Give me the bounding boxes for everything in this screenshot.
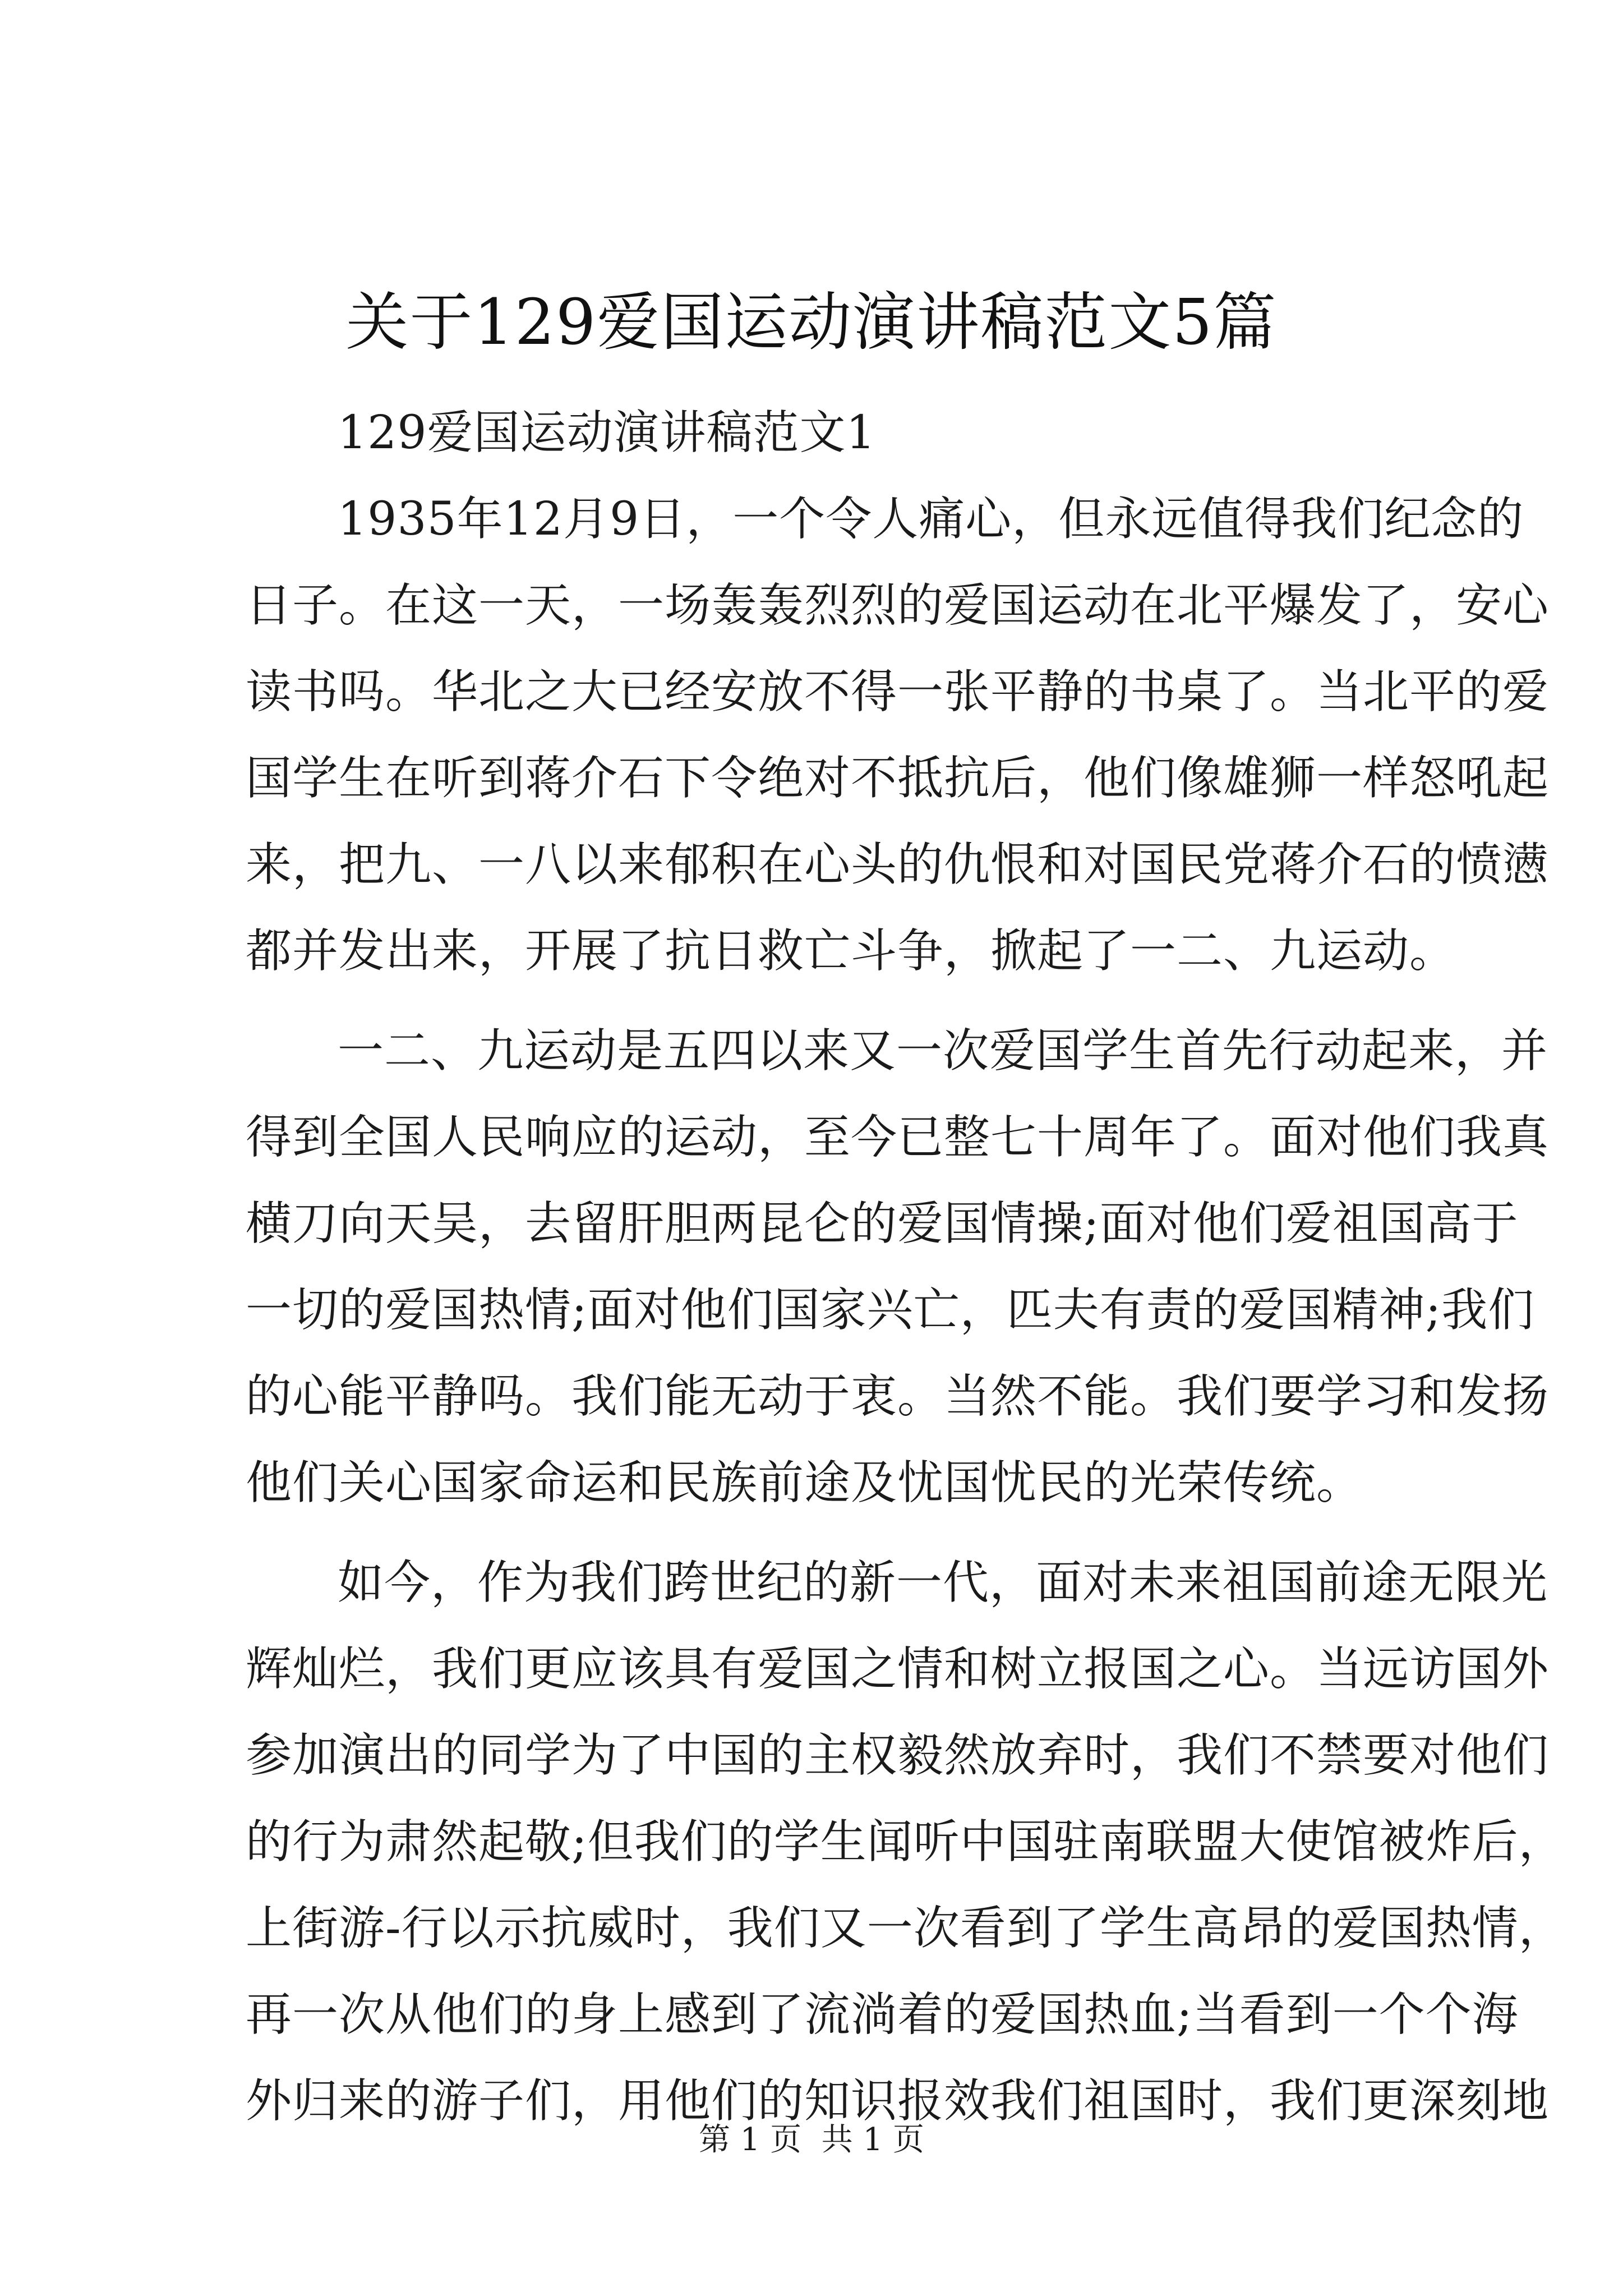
paragraph-2-line-2: 得到全国人民响应的运动，至今已整七十周年了。面对他们我真 xyxy=(246,1111,1550,1164)
paragraph-1-line-1: 1935年12月9日，一个令人痛心，但永远值得我们纪念的 xyxy=(338,493,1524,546)
paragraph-3-line-7: 外归来的游子们，用他们的知识报效我们祖国时，我们更深刻地 xyxy=(246,2074,1550,2128)
paragraph-1-line-5: 来，把九、一八以来郁积在心头的仇恨和对国民党蒋介石的愤懑 xyxy=(246,838,1550,891)
paragraph-3-line-6: 再一次从他们的身上感到了流淌着的爱国热血;当看到一个个海 xyxy=(246,1988,1519,2041)
paragraph-1-line-6: 都并发出来，开展了抗日救亡斗争，掀起了一二、九运动。 xyxy=(246,924,1456,978)
paragraph-3-line-4: 的行为肃然起敬;但我们的学生闻听中国驻南联盟大使馆被炸后， xyxy=(246,1815,1565,1869)
paragraph-2-line-6: 他们关心国家命运和民族前途及忧国忧民的光荣传统。 xyxy=(246,1456,1363,1510)
paragraph-2-line-4: 一切的爱国热情;面对他们国家兴亡，匹夫有责的爱国精神;我们 xyxy=(246,1283,1535,1337)
paragraph-2-line-3: 横刀向天吴，去留肝胆两昆仑的爱国情操;面对他们爱祖国高于 xyxy=(246,1197,1519,1250)
paragraph-1-line-3: 读书吗。华北之大已经安放不得一张平静的书桌了。当北平的爱 xyxy=(246,665,1550,719)
paragraph-1-line-2: 日子。在这一天，一场轰轰烈烈的爱国运动在北平爆发了，安心 xyxy=(246,579,1550,632)
paragraph-3-line-3: 参加演出的同学为了中国的主权毅然放弃时，我们不禁要对他们 xyxy=(246,1729,1550,1782)
paragraph-2-line-1: 一二、九运动是五四以来又一次爱国学生首先行动起来，并 xyxy=(338,1024,1548,1078)
page-footer xyxy=(0,2120,1623,2160)
paragraph-3-line-1: 如今，作为我们跨世纪的新一代，面对未来祖国前途无限光 xyxy=(338,1556,1548,1609)
page-number: 第 1 页 共 1 页 xyxy=(698,2122,925,2158)
paragraph-3-line-5: 上街游-行以示抗威时，我们又一次看到了学生高昂的爱国热情， xyxy=(246,1902,1565,1955)
paragraph-3-line-2: 辉灿烂，我们更应该具有爱国之情和树立报国之心。当远访国外 xyxy=(246,1642,1550,1696)
document-body xyxy=(246,390,1565,2145)
paragraph-1-line-4: 国学生在听到蒋介石下令绝对不抵抗后，他们像雄狮一样怒吼起 xyxy=(246,752,1550,805)
section-heading: 129爱国运动演讲稿范文1 xyxy=(338,406,876,459)
document-title: 关于129爱国运动演讲稿范文5篇 xyxy=(345,286,1278,359)
paragraph-2-line-5: 的心能平静吗。我们能无动于衷。当然不能。我们要学习和发扬 xyxy=(246,1370,1550,1423)
